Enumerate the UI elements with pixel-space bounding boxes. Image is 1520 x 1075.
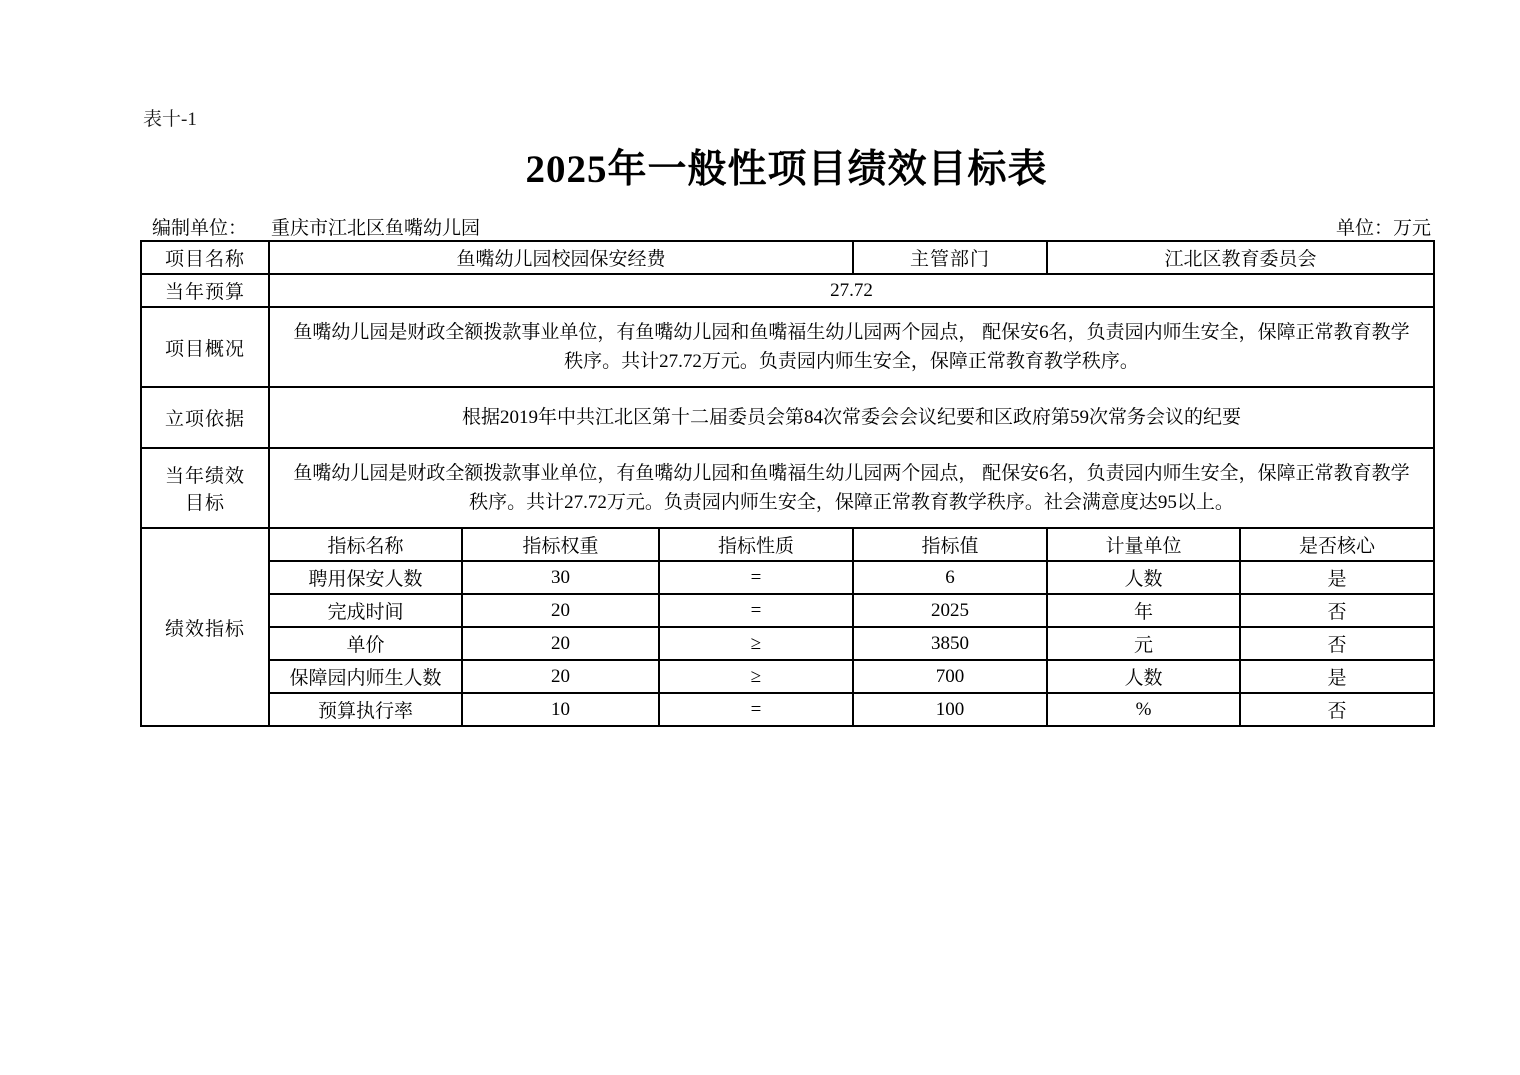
table-row	[141, 448, 1434, 528]
prepared-by-label: 编制单位：	[152, 218, 248, 239]
indicator-unit: %	[1047, 693, 1240, 726]
unit-label: 单位：万元	[1335, 218, 1431, 239]
performance-target-table	[140, 240, 1435, 727]
indicator-row	[141, 561, 1434, 594]
project-name-label: 项目名称	[141, 241, 269, 274]
indicator-name: 保障园内师生人数	[269, 660, 462, 693]
indicators-section-label: 绩效指标	[141, 528, 269, 726]
table-row	[141, 241, 1434, 274]
overview-label: 项目概况	[141, 307, 269, 387]
overview-value: 鱼嘴幼儿园是财政全额拨款事业单位，有鱼嘴幼儿园和鱼嘴福生幼儿园两个园点， 配保安6名，负责园内师生安全，保障正常教育教学秩序。共计27.72万元。负责园内师生安全，保障正常教育教学秩序。	[269, 307, 1434, 387]
indicator-core: 是	[1240, 660, 1434, 693]
table-number-label: 表十-1	[143, 109, 197, 130]
indicator-core: 否	[1240, 627, 1434, 660]
indicator-value: 700	[853, 660, 1047, 693]
indicator-col-header: 指标名称	[269, 528, 462, 561]
indicator-weight: 20	[462, 660, 659, 693]
indicator-weight: 20	[462, 627, 659, 660]
indicator-unit: 人数	[1047, 561, 1240, 594]
indicator-header-row	[141, 528, 1434, 561]
indicator-nature: =	[659, 561, 853, 594]
indicator-col-header: 是否核心	[1240, 528, 1434, 561]
budget-label: 当年预算	[141, 274, 269, 307]
goal-label: 当年绩效目标	[141, 448, 269, 528]
page-title: 2025年一般性项目绩效目标表	[525, 148, 1048, 191]
indicator-unit: 年	[1047, 594, 1240, 627]
indicator-unit: 人数	[1047, 660, 1240, 693]
indicator-name: 预算执行率	[269, 693, 462, 726]
table-row	[141, 274, 1434, 307]
indicator-col-header: 计量单位	[1047, 528, 1240, 561]
basis-value: 根据2019年中共江北区第十二届委员会第84次常委会会议纪要和区政府第59次常务会议的纪要	[269, 387, 1434, 448]
indicator-core: 否	[1240, 594, 1434, 627]
indicator-nature: ≥	[659, 627, 853, 660]
meta-row	[140, 213, 1433, 240]
indicator-col-header: 指标值	[853, 528, 1047, 561]
basis-label: 立项依据	[141, 387, 269, 448]
indicator-value: 2025	[853, 594, 1047, 627]
indicator-weight: 10	[462, 693, 659, 726]
indicator-name: 单价	[269, 627, 462, 660]
budget-value: 27.72	[269, 274, 1434, 307]
indicator-row	[141, 693, 1434, 726]
indicator-col-header: 指标性质	[659, 528, 853, 561]
indicator-value: 100	[853, 693, 1047, 726]
indicator-nature: =	[659, 594, 853, 627]
indicator-unit: 元	[1047, 627, 1240, 660]
table-row	[141, 387, 1434, 448]
indicator-row	[141, 627, 1434, 660]
table-row	[141, 307, 1434, 387]
indicator-nature: ≥	[659, 660, 853, 693]
prepared-by	[140, 213, 480, 240]
indicator-value: 3850	[853, 627, 1047, 660]
indicator-core: 是	[1240, 561, 1434, 594]
indicator-row	[141, 594, 1434, 627]
goal-value: 鱼嘴幼儿园是财政全额拨款事业单位，有鱼嘴幼儿园和鱼嘴福生幼儿园两个园点， 配保安6名，负责园内师生安全，保障正常教育教学秩序。共计27.72万元。负责园内师生安全，保障正常教育教学秩序。社会满意度达95以上。	[269, 448, 1434, 528]
project-name-value: 鱼嘴幼儿园校园保安经费	[269, 241, 853, 274]
indicator-col-header: 指标权重	[462, 528, 659, 561]
indicator-name: 聘用保安人数	[269, 561, 462, 594]
dept-value: 江北区教育委员会	[1047, 241, 1434, 274]
dept-label: 主管部门	[853, 241, 1047, 274]
prepared-by-value: 重庆市江北区鱼嘴幼儿园	[271, 218, 481, 239]
indicator-row	[141, 660, 1434, 693]
indicator-name: 完成时间	[269, 594, 462, 627]
indicator-core: 否	[1240, 693, 1434, 726]
indicator-nature: =	[659, 693, 853, 726]
indicator-weight: 30	[462, 561, 659, 594]
indicator-value: 6	[853, 561, 1047, 594]
indicator-weight: 20	[462, 594, 659, 627]
